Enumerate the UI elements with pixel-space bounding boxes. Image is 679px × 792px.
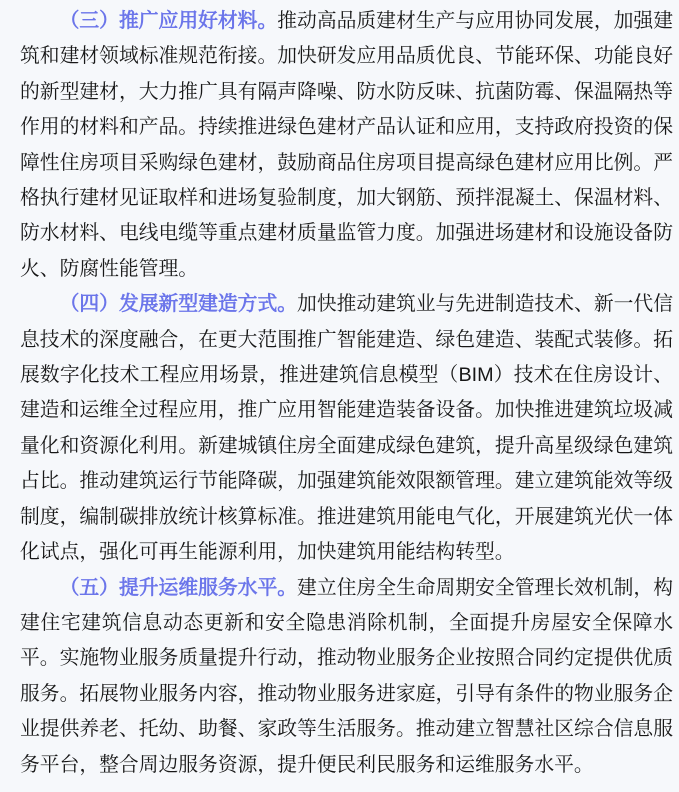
- paragraph-heading: （四）发展新型建造方式。: [59, 293, 298, 316]
- paragraph-heading: （三）推广应用好材料。: [59, 10, 278, 32]
- policy-paragraph-5: [20, 571, 673, 783]
- paragraph-body-text: 建立住房全生命周期安全管理长效机制，构建住宅建筑信息动态更新和安全隐患消除机制，全面提升房屋安全保障水平。实施物业服务质量提升行动，推动物业服务企业按照合同约定提供优质服务。拓展物业服务内容，推动物业服务进家庭，引导有条件的物业服务企业提供养老、托幼、助餐、家政等生活服务。推动建立智慧社区综合信息服务平台，整合周边服务资源，提升便民利民服务和运维服务水平。: [20, 576, 673, 776]
- paragraph-body-text: 推动高品质建材生产与应用协同发展，加强建筑和建材领域标准规范衔接。加快研发应用品质优良、节能环保、功能良好的新型建材，大力推广具有隔声降噪、防水防反味、抗菌防霉、保温隔热等作用的材料和产品。持续推进绿色建材产品认证和应用，支持政府投资的保障性住房项目采购绿色建材，鼓励商品住房项目提高绿色建材应用比例。严格执行建材见证取样和进场复验制度，加大钢筋、预拌混凝土、保温材料、防水材料、电线电缆等重点建材质量监管力度。加强进场建材和设施设备防火、防腐性能管理。: [20, 10, 673, 280]
- policy-paragraph-4: [20, 287, 673, 570]
- policy-paragraph-3: [20, 4, 673, 287]
- paragraph-body-text: 加快推动建筑业与先进制造技术、新一代信息技术的深度融合，在更大范围推广智能建造、绿色建造、装配式装修。拓展数字化技术工程应用场景，推进建筑信息模型（BIM）技术在住房设计、建造和运维全过程应用，推广应用智能建造装备设备。加快推进建筑垃圾减量化和资源化利用。新建城镇住房全面建成绿色建筑，提升高星级绿色建筑占比。推动建筑运行节能降碳，加强建筑能效限额管理。建立建筑能效等级制度，编制碳排放统计核算标准。推进建筑用能电气化，开展建筑光伏一体化试点，强化可再生能源利用，加快建筑用能结构转型。: [20, 293, 673, 564]
- paragraph-heading: （五）提升运维服务水平。: [59, 576, 298, 599]
